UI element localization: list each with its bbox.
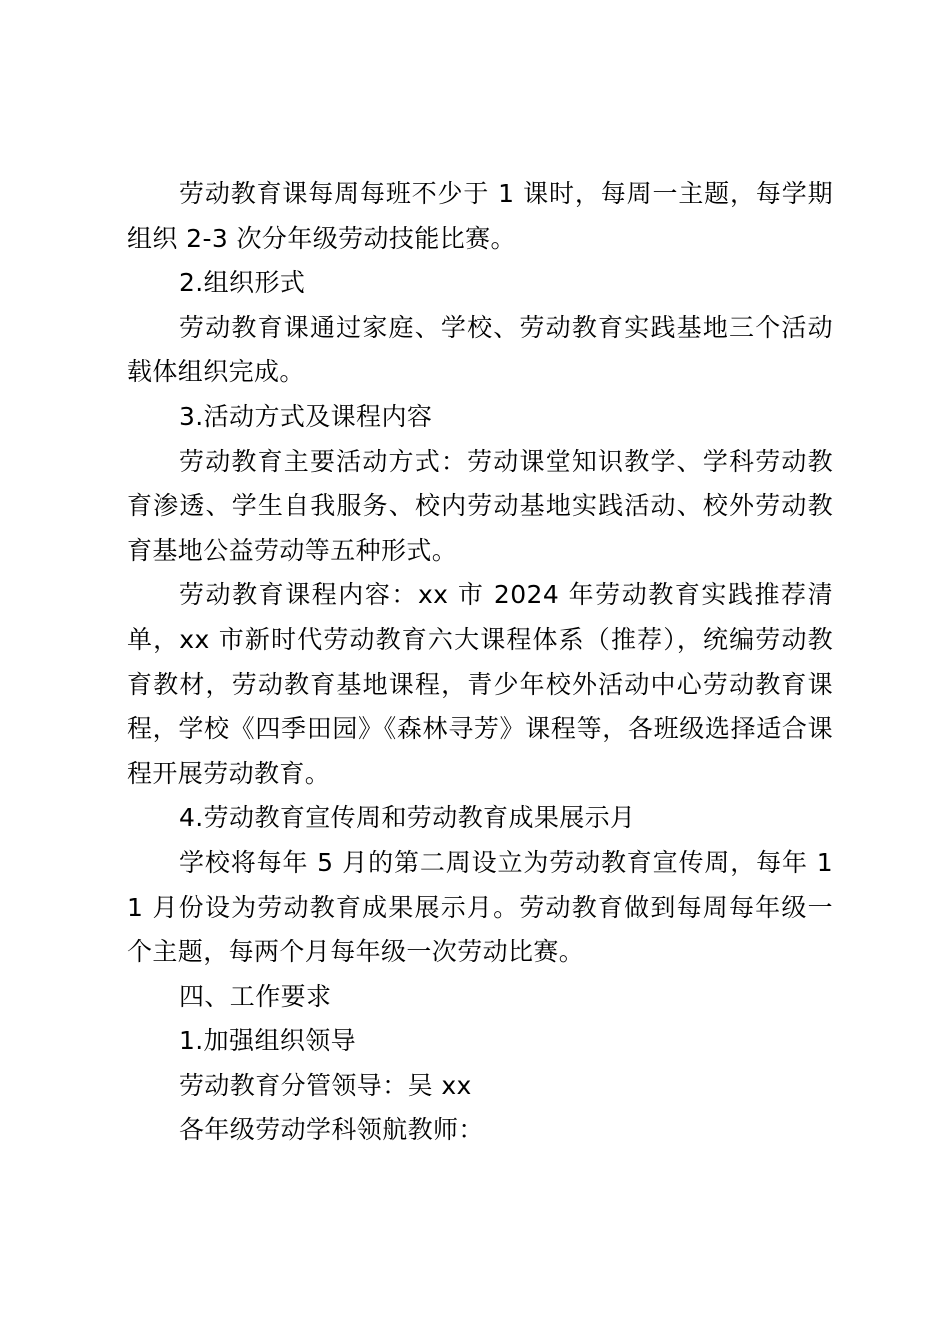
document-body (127, 172, 833, 1153)
heading-activity-methods: 3.活动方式及课程内容 (179, 401, 433, 431)
heading-work-requirements: 四、工作要求 (179, 981, 332, 1011)
heading-publicity-week: 4.劳动教育宣传周和劳动教育成果展示月 (179, 803, 636, 833)
paragraph-leader: 劳动教育分管领导：吴 xx (179, 1070, 472, 1100)
paragraph-course-content: 劳动教育课程内容：xx 市 2024 年劳动教育实践推荐清单，xx 市新时代劳动教育六大课程体系（推荐），统编劳动教育教材，劳动教育基地课程，青少年校外活动中心劳动教育课程，学校《四季田园》《森林寻芳》课程等，各班级选择适合课程开展劳动教育。 (127, 580, 833, 788)
paragraph-grade-teachers: 各年级劳动学科领航教师： (179, 1115, 484, 1145)
heading-strengthen-leadership: 1.加强组织领导 (179, 1026, 357, 1056)
paragraph-main-activity-methods: 劳动教育主要活动方式：劳动课堂知识教学、学科劳动教育渗透、学生自我服务、校内劳动基地实践活动、校外劳动教育基地公益劳动等五种形式。 (127, 446, 833, 565)
paragraph-course-frequency: 劳动教育课每周每班不少于 1 课时，每周一主题，每学期组织 2-3 次分年级劳动技能比赛。 (127, 179, 833, 253)
paragraph-organization-carriers: 劳动教育课通过家庭、学校、劳动教育实践基地三个活动载体组织完成。 (127, 312, 833, 387)
heading-organization-form: 2.组织形式 (179, 268, 306, 298)
paragraph-publicity-week: 学校将每年 5 月的第二周设立为劳动教育宣传周，每年 11 月份设为劳动教育成果展示月。劳动教育做到每周每年级一个主题，每两个月每年级一次劳动比赛。 (127, 847, 833, 967)
